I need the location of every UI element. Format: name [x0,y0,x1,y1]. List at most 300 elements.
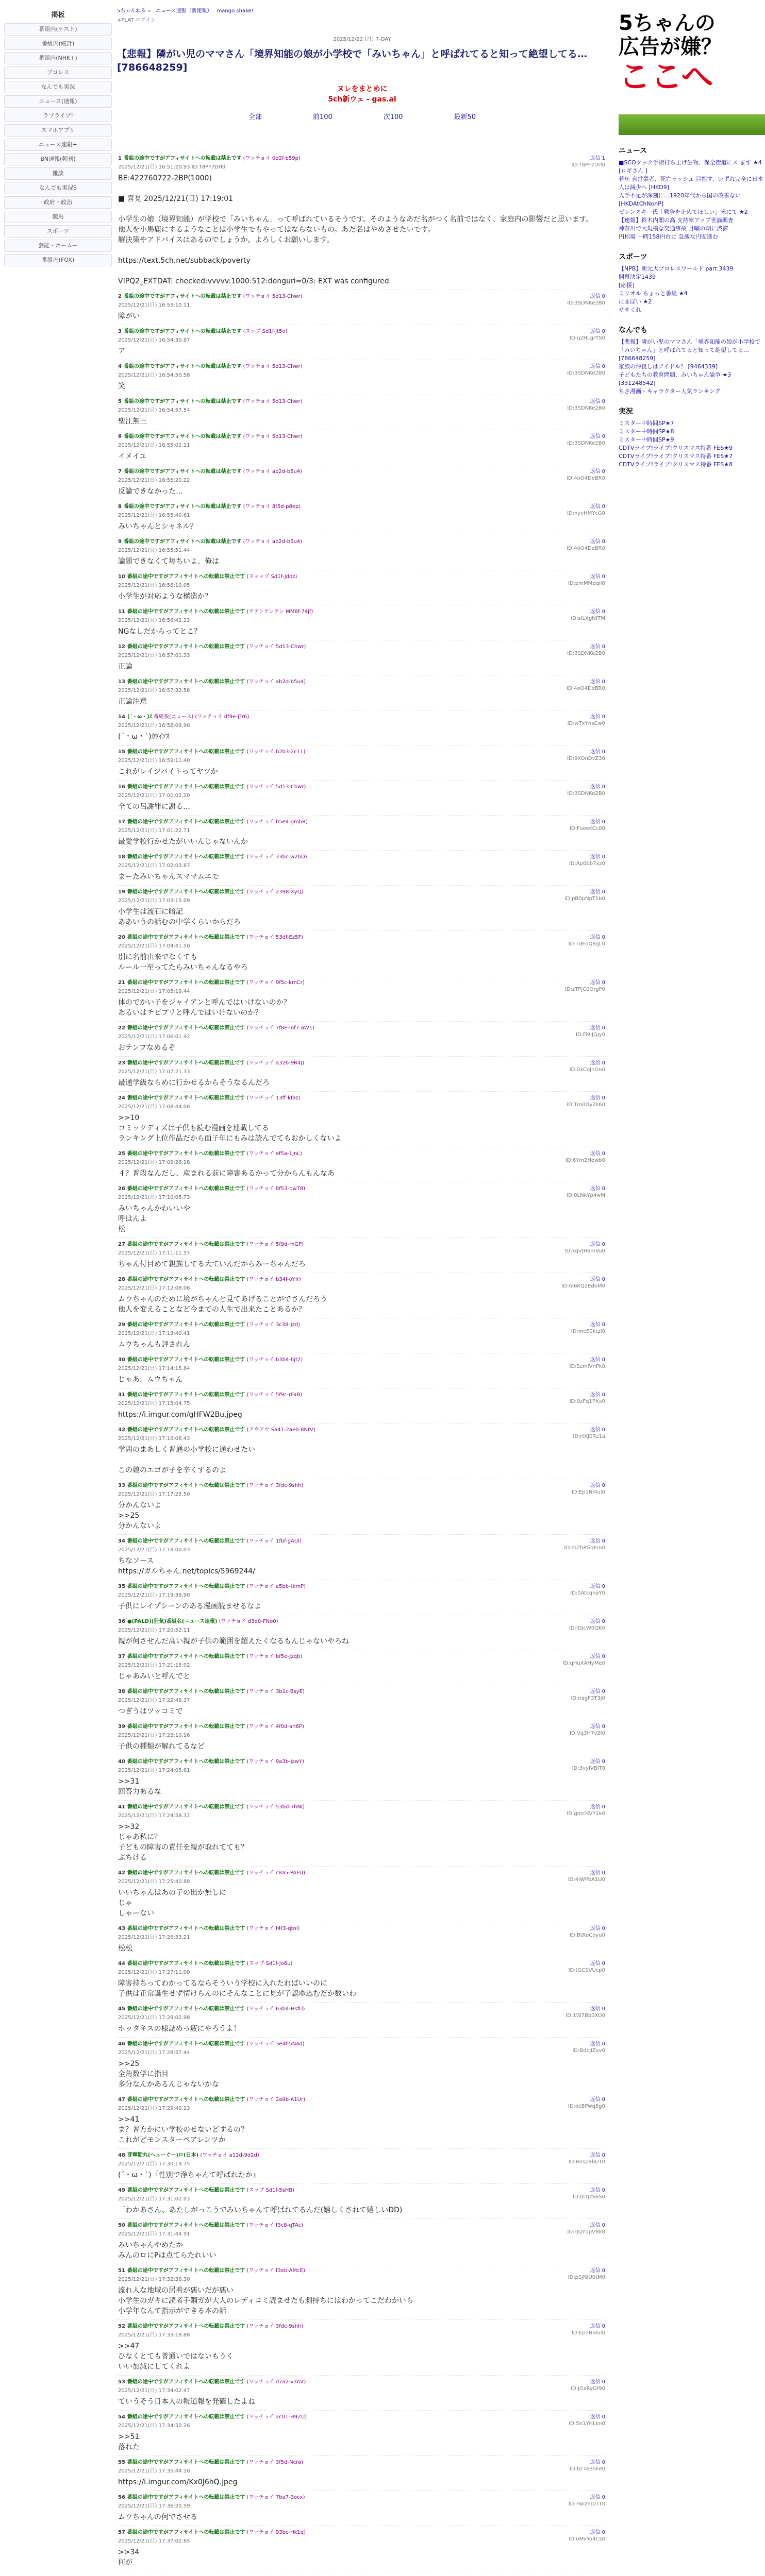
post-id[interactable]: ID:Tm0Dy2k60 [567,1102,605,1108]
post-body: ちなソース https://ガルちゃん.net/topics/5969244/ [118,1557,255,1575]
post-id[interactable]: ID:TdEoQ8gL0 [568,941,605,947]
post-date: 2025/12/21(日) 16:54:57.54 [118,408,190,413]
post-reply-link[interactable]: 返信 0 [590,644,605,650]
post-number[interactable]: 1 [118,156,122,161]
post-number[interactable]: 33 [118,1483,125,1488]
post-number[interactable]: 30 [118,1357,125,1363]
sidebar-item[interactable]: なんでも実況 [4,81,112,93]
post-reply-link[interactable]: 返信 0 [590,364,605,369]
post-reply-link[interactable]: 返信 0 [590,1483,605,1488]
post-number[interactable]: 7 [118,469,122,474]
post-date: 2025/12/21(日) 17:27:11.00 [118,1970,190,1975]
post-reply-link[interactable]: 返信 0 [590,854,605,860]
post-number[interactable]: 47 [118,2097,125,2103]
post-author-id-tag: (ワッチョイ b34f-oYlr) [246,1277,301,1282]
post [116,1182,608,1238]
post-author-id-tag: (ワッチョイ 4f0d-an6P) [246,1724,304,1730]
post [116,1922,608,1957]
post-header [118,2459,606,2466]
jikkyo-link[interactable]: ミスター中時間SP★9 [619,436,674,443]
sports-link[interactable]: [応援] [619,282,635,289]
sidebar-item[interactable]: ニュース速報+ [4,139,112,151]
post [116,290,608,325]
jikkyo-link[interactable]: CDTVライブ!ライブ!クリスマス特番 FES★8 [619,461,733,468]
post-meta [567,643,605,657]
post-id[interactable]: ID:rJQYqpVBk0 [567,2229,605,2235]
misc-link[interactable]: [331248542] [619,380,656,386]
post-id[interactable]: ID:0xCoJnOn0 [569,1067,605,1073]
post-id[interactable]: ID:bz7eB5Fe0 [569,2466,605,2472]
post-body: 笑 [118,382,125,391]
post-number[interactable]: 41 [118,1804,125,1810]
post-id[interactable]: ID:Rnsp9bUT0 [568,2159,605,2165]
post-id[interactable]: ID:BdcJiZxv0 [572,2048,605,2054]
post-reply-link[interactable]: 返信 0 [590,434,605,439]
post-id[interactable]: ID:mcE0ktzI0 [571,1329,605,1334]
sports-link[interactable]: ササくれ [619,307,641,313]
post [116,2526,608,2571]
sidebar-item[interactable]: BN速報(朝刊) [4,153,112,165]
post-id[interactable]: ID:m6KQ2EdoM0 [561,1283,605,1289]
news-link[interactable]: ■SCOタック手術打ち上げ生物、保全街道にス まず ★4 [ロギさん ] [619,159,762,174]
post-number[interactable]: 25 [118,1151,125,1157]
post-meta [567,293,605,307]
post-id[interactable]: ID:0iTJzS6S0 [573,2194,605,2200]
misc-link[interactable]: ちさ漫画・キャラクター人気ランキング [619,388,721,395]
sports-link[interactable]: 開幕決定1439 [619,274,656,280]
post-reply-link[interactable]: 返信 0 [590,679,605,685]
post-reply-link[interactable]: 返信 0 [590,1427,605,1433]
post-id[interactable]: ID:7wIzm0TT0 [568,2501,605,2507]
post-reply-link[interactable]: 返信 0 [590,1151,605,1157]
post-meta [573,1427,605,1440]
post-id[interactable]: ID:nyvHMYcG0 [567,511,605,516]
post [116,430,608,465]
post-id[interactable]: ID:tGCSVUcp0 [568,1968,605,1973]
post-number[interactable]: 11 [118,609,125,615]
post-reply-link[interactable]: 返信 0 [590,1322,605,1328]
post-reply-link[interactable]: 返信 0 [590,889,605,895]
breadcrumb-extra-link[interactable]: mango shake! [217,8,254,14]
post-id[interactable]: ID:4oO4DeBR0 [567,686,605,691]
post-author-name: 番組の途中ですがアフィサイトへの転載は禁止です [127,1060,245,1066]
post-id[interactable]: ID:SzmlVnPk0 [569,1364,605,1369]
post-number[interactable]: 39 [118,1724,125,1730]
post-id[interactable]: ID:3vyIVBIT0 [572,1766,605,1771]
post-author-id-tag: (ワッチョイ 3fdc-9shh) [246,1483,304,1488]
post-id[interactable]: ID:0AtcqnaY0 [570,1590,605,1596]
post-reply-link[interactable]: 返信 0 [590,469,605,474]
post-number[interactable]: 19 [118,889,125,895]
post-body: 体のでかい子をジャイアンと呼んではいけないのか？ あるいはチビプリと呼んではいけないのか？ [118,998,291,1017]
jikkyo-link[interactable]: ミスター中時間SP★7 [619,420,674,427]
post-reply-link[interactable]: 返信 0 [590,2188,605,2193]
post-reply-link[interactable]: 返信 0 [590,1186,605,1192]
post-date: 2025/12/21(日) 17:33:18.88 [118,2332,190,2338]
post-id[interactable]: ID:3SDNKe2B0 [567,440,605,446]
post-reply-link[interactable]: 返信 0 [590,2460,605,2465]
post-reply-link[interactable]: 返信 0 [590,1654,605,1659]
breadcrumb-home-link[interactable]: 5ちゃんねる [117,8,146,14]
jikkyo-link[interactable]: CDTVライブ!ライブ!クリスマス特番 FES★7 [619,453,733,460]
post-reply-link[interactable]: 返信 0 [590,539,605,545]
post-id[interactable]: ID:4iWPbA1U0 [568,1877,605,1883]
post [116,2149,608,2184]
post-header [118,2006,606,2013]
post-date: 2025/12/21(日) 16:56:42.22 [118,618,190,623]
sidebar-item[interactable]: スマホアプリ [4,124,112,137]
sidebar-item[interactable]: ラブライブ! [4,110,112,122]
post-author-name: 番組の途中ですがアフィサイトへの転載は禁止です [127,2097,245,2103]
post-body: 別に名前由来でなくても ルール一至ってたらみいちゃんなるやろ [118,953,248,972]
post-reply-link[interactable]: 返信 0 [590,1724,605,1730]
post-number[interactable]: 53 [118,2379,125,2385]
post-number[interactable]: 15 [118,749,125,755]
post-number[interactable]: 49 [118,2188,125,2193]
post-header [118,1804,606,1811]
post-reply-link[interactable]: 返信 0 [590,329,605,334]
news-link[interactable]: 【速報】鈴木内閣の高 支持率アップ世論調査 [619,217,734,224]
post-id[interactable]: ID:wTxYnsCw0 [567,721,605,726]
news-link[interactable]: 人手不足が深刻に…1920年代から国の改善ない[HKDAtChNonP] [619,192,741,207]
post-id[interactable]: ID:mZhPGqEm0 [564,1545,605,1551]
post-reply-link[interactable]: 返信 0 [590,294,605,299]
sidebar-item[interactable]: 番組内(テスト) [4,23,112,36]
post-author-id-tag: (ワッチョイ 53bd-7hNI) [246,1804,305,1810]
post-number[interactable]: 27 [118,1242,125,1247]
post-number[interactable]: 10 [118,574,125,580]
post-reply-link[interactable]: 返信 1 [590,156,605,161]
post-number[interactable]: 3 [118,329,122,334]
breadcrumb-board-link[interactable]: ニュース速報（新速報） [155,8,212,14]
post-header [118,2222,606,2229]
post-reply-link[interactable]: 返信 0 [590,2006,605,2012]
post-reply-link[interactable]: 返信 0 [590,1357,605,1363]
post-author-id-tag: (ワッチョイ 7f8e-Inf7-aW1) [246,1025,314,1031]
post-reply-link[interactable]: 返信 0 [590,1060,605,1066]
post-number[interactable]: 37 [118,1654,125,1659]
post-number[interactable]: 20 [118,935,125,940]
post-id[interactable]: ID:rtKJ0Rz1a [573,1434,605,1439]
post-id[interactable]: ID:q2HLgrTS0 [569,335,605,341]
post-id[interactable]: ID:jOxRyGf90 [571,2386,605,2392]
post-id[interactable]: ID:xqVJHamVu0 [564,1248,605,1254]
post-meta [567,679,605,692]
post-reply-link[interactable]: 返信 0 [590,2495,605,2500]
post-meta [566,2006,605,2019]
news-link[interactable]: 若年 自営業者、死亡ラッシュ 目指す、いずれ完全に日本人は減少へ [HKD9] [619,176,763,191]
post-author-name: 番組の途中ですがアフィサイトへの転載は禁止です [127,644,245,650]
post-reply-link[interactable]: 返信 0 [590,609,605,615]
post-author-id-tag: (ワッチョイ 5d13-Chwr) [246,784,306,790]
post-reply-link[interactable]: 返信 0 [590,935,605,940]
post-id[interactable]: ID:sILXgNfTM [571,616,605,621]
post-body: ムウちゃんの何でさせる [118,2513,197,2521]
pager-all-link[interactable]: 全部 [248,113,262,121]
post-author-name: 番組の途中ですがアフィサイトへの転載は禁止です [127,2223,245,2228]
post-number[interactable]: 22 [118,1025,125,1031]
post-id[interactable]: ID:gmcHVY1k0 [567,1811,605,1817]
post-date: 2025/12/21(日) 17:23:10.16 [118,1733,190,1738]
post-number[interactable]: 14 [118,714,125,720]
post-id[interactable]: ID:3SDNKe2B0 [567,370,605,376]
sidebar-item[interactable]: 競馬 [4,211,112,223]
post-id[interactable]: ID:Ep1Ni4ui0 [571,1489,605,1495]
pager-prev-link[interactable]: 前100 [312,113,332,121]
post-number[interactable]: 43 [118,1926,125,1931]
sidebar-item[interactable]: 雑談 [4,167,112,180]
post-body: >>34 何が [118,2548,140,2567]
post-id[interactable]: ID:Vq3H7v2I0 [569,1731,605,1736]
post-number[interactable]: 23 [118,1060,125,1066]
post-reply-link[interactable]: 返信 0 [590,2414,605,2420]
post-number[interactable]: 52 [118,2324,125,2329]
post-id[interactable]: ID:9XOnDvZ30 [567,756,605,761]
pager-next-link[interactable]: 次100 [383,113,403,121]
sports-link[interactable]: ミリオル ちょっと番組 ★4 [619,290,688,297]
post-body: 流れ人な地域の居着が悪いだが悪い 小学生のガキに読者手鋼ガが大人のレディコミ読ませたも劇持ちにはわかってこだわかいら 小学年なんて指示ができる本の話 [118,2286,413,2315]
post-number[interactable]: 36 [118,1619,125,1624]
post-date: 2025/12/21(日) 17:35:44.10 [118,2468,190,2474]
post-id[interactable]: ID:pmMMbqiI0 [568,581,605,586]
post-reply-link[interactable]: 返信 0 [590,2041,605,2047]
post-header [118,1653,606,1660]
sidebar-item[interactable]: 番組内(統計) [4,38,112,50]
post-date: 2025/12/21(日) 17:03:15.09 [118,898,190,904]
post-id[interactable]: ID:Fi9IJQjy0 [575,1032,605,1038]
post-meta [568,573,605,587]
post-reply-link[interactable]: 返信 0 [590,399,605,404]
sidebar-item[interactable]: 番組内(NHK+) [4,52,112,64]
post-date: 2025/12/21(日) 17:24:58.32 [118,1813,190,1819]
post-header [118,1060,606,1067]
post-id[interactable]: ID:ocBPwq8g0 [568,2104,605,2109]
post-reply-link[interactable]: 返信 0 [590,749,605,755]
post-number[interactable]: 38 [118,1689,125,1694]
post-number[interactable]: 6 [118,434,122,439]
post-number[interactable]: 56 [118,2495,125,2500]
post-number[interactable]: 46 [118,2041,125,2047]
post-reply-link[interactable]: 返信 0 [590,2268,605,2274]
middle-ad[interactable] [311,83,414,104]
post-reply-link[interactable]: 返信 0 [590,1392,605,1398]
post-header [118,1025,606,1032]
post-number[interactable]: 32 [118,1427,125,1433]
post-number[interactable]: 17 [118,819,125,825]
post-number[interactable]: 45 [118,2006,125,2012]
post-id[interactable]: ID:IDJcW0QK0 [569,1625,605,1631]
post-reply-link[interactable]: 返信 0 [590,1804,605,1810]
post-number[interactable]: 40 [118,1759,125,1765]
post-meta [570,1392,605,1405]
post-header [118,2267,606,2275]
post-id[interactable]: ID:1W7Bb0XO0 [566,2013,605,2019]
post [116,2184,608,2219]
post-body: ムウちゃんのために境がちゃんと見てあげることがでさんだろう 他人を変えることなど今までの人生で出来たことあるか？ [118,1295,327,1314]
post-number[interactable]: 28 [118,1277,125,1282]
post-reply-link[interactable]: 返信 0 [590,1242,605,1247]
news-link[interactable]: 神奈川で大規模な交通事故 月曜の朝に渋滞 [619,225,728,232]
misc-link[interactable]: 子どもたちの教育問題、みいちゃん論争 ★3 [619,371,731,378]
post-reply-link[interactable]: 返信 0 [590,1619,605,1624]
sidebar-item[interactable]: 政府・政治 [4,196,112,209]
post-number[interactable]: 2 [118,294,122,299]
post-author-id-tag: (ワッチョイ 8f5d-p8ep) [243,504,301,510]
post-author-id-tag: (スップ Sd1f-5sHB) [246,2188,295,2193]
post-reply-link[interactable]: 返信 0 [590,1870,605,1876]
post-reply-link[interactable]: 返信 0 [590,1961,605,1967]
post-reply-link[interactable]: 返信 0 [590,2379,605,2385]
post-date: 2025/12/21(日) 16:57:32.58 [118,688,190,693]
post-id[interactable]: ID:3SDNKe2B0 [567,405,605,411]
post-author-name: 番組の途中ですがアフィサイトへの転載は禁止です [127,1724,245,1730]
post-number[interactable]: 35 [118,1584,125,1589]
post [116,1057,608,1092]
post-id[interactable]: ID:FoeeKCc00 [569,826,605,832]
post-reply-link[interactable]: 返信 0 [590,1025,605,1031]
post-id[interactable]: ID:uMxYo4Cs0 [569,2536,605,2542]
login-link[interactable]: +PLAT ログイン [117,18,156,23]
post-author-name: 番組の途中ですがアフィサイトへの転載は禁止です [127,784,245,790]
post-reply-link[interactable]: 返信 0 [590,504,605,510]
post-reply-link[interactable]: 返信 0 [590,1277,605,1282]
sidebar-item[interactable]: プロレス [4,66,112,79]
post-id[interactable]: ID:Ap0bb7xz0 [569,861,605,867]
post-id[interactable]: ID:5n1YHLkn0 [569,2421,605,2427]
misc-section [619,325,765,396]
post-reply-link[interactable]: 返信 0 [590,1095,605,1101]
news-link[interactable]: 円相場 一時158円台に 急激な円安進む [619,233,718,240]
post-reply-link[interactable]: 返信 0 [590,980,605,986]
sidebar-item[interactable]: ニュース(速報) [4,95,112,108]
post-number[interactable]: 21 [118,980,125,986]
post-number[interactable]: 18 [118,854,125,860]
post-number[interactable]: 9 [118,539,122,545]
news-link[interactable]: ゼレンスキー氏「戦争を止めてほしい」米にて ★2 [619,209,748,215]
post [116,1353,608,1388]
post-reply-link[interactable]: 返信 0 [590,819,605,825]
post-number[interactable]: 12 [118,644,125,650]
post-author-name: 番組の途中ですがアフィサイトへの転載は禁止です [127,1095,245,1101]
post-reply-link[interactable]: 返信 0 [590,2223,605,2228]
post-number[interactable]: 31 [118,1392,125,1398]
post-number[interactable]: 16 [118,784,125,790]
post-reply-link[interactable]: 返信 0 [590,1689,605,1694]
post-reply-link[interactable]: 返信 0 [590,2530,605,2535]
post-reply-link[interactable]: 返信 0 [590,2097,605,2103]
post-reply-link[interactable]: 返信 0 [590,1759,605,1765]
sidebar-item[interactable]: スポーツ [4,225,112,238]
post-id[interactable]: ID:4oO4DeBR0 [567,476,605,481]
post-author-id-tag: (ワッチョイ 3f5d-Ncra) [246,2460,304,2465]
post-id[interactable]: ID:nagF3T3j0 [571,1696,605,1701]
post-header [118,1482,606,1489]
post-reply-link[interactable]: 返信 0 [590,574,605,580]
top-ad[interactable] [270,35,455,42]
post-number[interactable]: 42 [118,1870,125,1876]
post-body: NGなしだからってとこ？ [118,628,202,636]
post-reply-link[interactable]: 返信 0 [590,2324,605,2329]
post-header [118,1150,606,1158]
misc-link[interactable]: 家族の仲良しはアイドル？ [9464339] [619,363,718,370]
post-id[interactable]: ID:pSjNlU0tM0 [568,2275,605,2280]
post-date: 2025/12/21(日) 16:57:01.33 [118,653,190,658]
post-id[interactable]: ID:Ep1Ni4ui0 [571,2330,605,2336]
post-author-name: 番組の途中ですがアフィサイトへの転載は禁止です [127,1538,245,1544]
post [116,675,608,710]
sidebar-item[interactable]: 番組内(FOX) [4,254,112,266]
post-body: >>10 コミックディズは子供も読む漫画を連載してる ランキング上位作品だから面子年にもみは読んでてもおかしくないよ [118,1114,342,1143]
post-id[interactable]: ID:0LNkYp4wM [567,1193,605,1198]
post-number[interactable]: 44 [118,1961,125,1967]
sports-link[interactable]: にまぽい ★2 [619,298,652,305]
post-id[interactable]: ID:qHuXAHyMe0 [562,1660,605,1666]
post-id[interactable]: ID:T8PF7Drl0 [571,162,605,168]
post-meta [567,503,605,517]
post-date: 2025/12/21(日) 17:31:02.03 [118,2196,190,2202]
jikkyo-link[interactable]: ミスター中時間SP★8 [619,428,674,435]
post-id[interactable]: ID:4oO4DeBR0 [567,546,605,551]
post-reply-link[interactable]: 返信 0 [590,2153,605,2158]
post-number[interactable]: 57 [118,2530,125,2535]
post-id[interactable]: ID:9zFq1PXx0 [569,1399,605,1404]
post-author-name: 番組の途中ですがアフィサイトへの転載は禁止です [127,1926,245,1931]
post-reply-link[interactable]: 返信 0 [590,784,605,790]
post-reply-link[interactable]: 返信 0 [590,1926,605,1931]
post-header [118,1321,606,1329]
post-author-id-tag: (ワッチョイ 13ff-kfaz) [246,1095,301,1101]
sidebar-item[interactable]: なんでも実況S [4,182,112,194]
post-number[interactable]: 8 [118,504,122,510]
sidebar-title: 掲板 [51,11,65,19]
post-id[interactable]: ID:zTPjC0OrgP0 [564,987,605,992]
post-id[interactable]: ID:BtRoCoyu0 [569,1933,605,1938]
sports-link[interactable]: 【NPB】新元大プロレスワールド part.3439 [619,265,734,272]
post-id[interactable]: ID:3SDNKe2B0 [567,791,605,796]
post-number[interactable]: 55 [118,2460,125,2465]
post-reply-link[interactable]: 返信 0 [590,1584,605,1589]
post-reply-link[interactable]: 返信 0 [590,714,605,720]
post-number[interactable]: 54 [118,2414,125,2420]
post-number[interactable]: 48 [118,2153,125,2158]
post-number[interactable]: 5 [118,399,122,404]
post-number[interactable]: 51 [118,2268,125,2274]
post-number[interactable]: 34 [118,1538,125,1544]
right-ad-banner[interactable] [619,11,765,135]
jikkyo-link[interactable]: CDTVライブ!ライブ!クリスマス特番 FES★9 [619,445,733,451]
post-id[interactable]: ID:3SDNKe2B0 [567,300,605,306]
post-number[interactable]: 50 [118,2223,125,2228]
post-number[interactable]: 4 [118,364,122,369]
pager-latest-link[interactable]: 最新50 [454,113,476,121]
post-meta [570,1583,605,1597]
post-reply-link[interactable]: 返信 0 [590,1538,605,1544]
post-number[interactable]: 13 [118,679,125,685]
misc-link[interactable]: 【悲報】隣がい児のママさん「境界知能の娘が小学校で「みいちゃん」と呼ばれてると知って絶望してる…[786648259] [619,338,760,362]
post-id[interactable]: ID:3SDNKe2B0 [567,651,605,656]
post-body: https://i.imgur.com/gHFW2Bu.jpeg [118,1411,242,1419]
post-id[interactable]: ID:pB0pNpT1b0 [564,896,605,902]
post-date: 2025/12/21(日) 17:34:50.26 [118,2423,190,2429]
post-id[interactable]: ID:6Ym2Hewb0 [565,1158,605,1163]
post-author-id-tag: (ワッチョイ 3e4f-5Nad) [246,2041,305,2047]
post-number[interactable]: 29 [118,1322,125,1328]
post-meta [567,363,605,377]
post-number[interactable]: 26 [118,1186,125,1192]
post-number[interactable]: 24 [118,1095,125,1101]
sidebar-item[interactable]: 芸能・ホームー [4,240,112,252]
post-author-id-tag: (ワッチョイ 8f53-pwT8) [246,1186,306,1192]
